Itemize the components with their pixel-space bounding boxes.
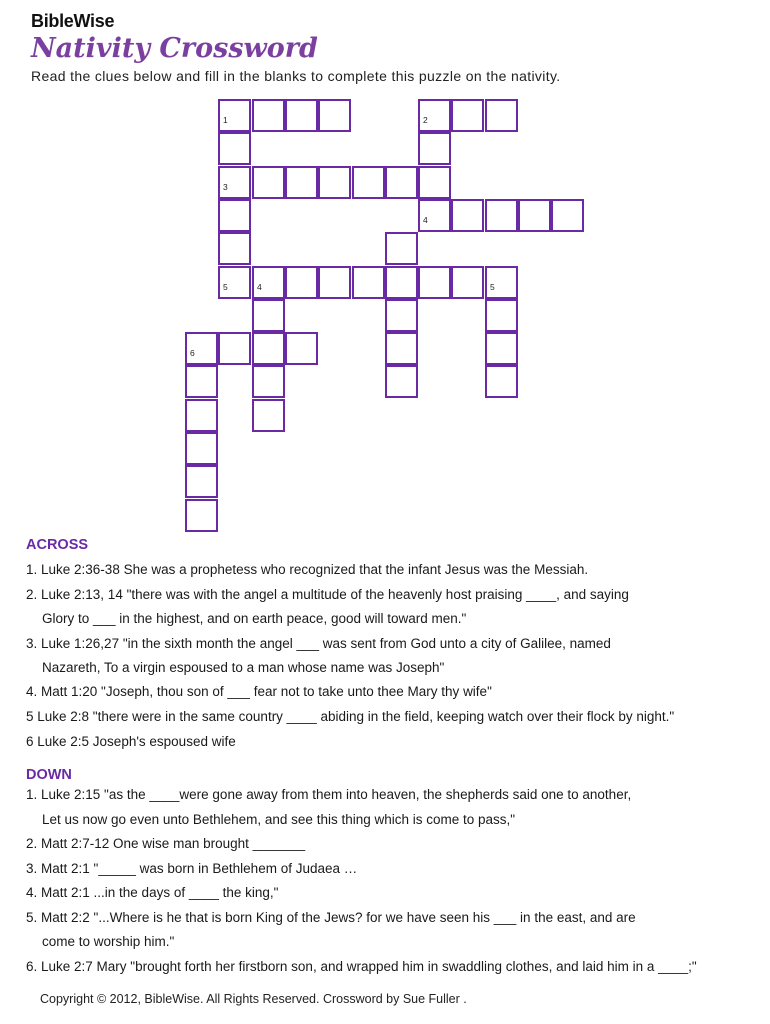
across-clue-1: 1. Luke 2:36-38 She was a prophetess who recognized that the infant Jesus was the Messiah.	[26, 562, 589, 577]
crossword-cell[interactable]	[352, 166, 385, 199]
crossword-cell[interactable]	[418, 166, 451, 199]
crossword-cell[interactable]	[285, 99, 318, 132]
crossword-cell[interactable]	[418, 199, 451, 232]
crossword-cell[interactable]	[218, 132, 251, 165]
clue-number: 6	[190, 348, 195, 358]
crossword-cell[interactable]	[451, 199, 484, 232]
across-clue-4: 4. Matt 1:20 "Joseph, thou son of ___ fear not to take unto thee Mary thy wife"	[26, 684, 492, 699]
crossword-cell[interactable]	[451, 266, 484, 299]
crossword-cell[interactable]	[485, 332, 518, 365]
crossword-cell[interactable]	[185, 365, 218, 398]
crossword-cell[interactable]	[418, 266, 451, 299]
crossword-cell[interactable]	[218, 166, 251, 199]
crossword-cell[interactable]	[218, 332, 251, 365]
crossword-cell[interactable]	[318, 266, 351, 299]
crossword-cell[interactable]	[451, 99, 484, 132]
clue-number: 3	[223, 182, 228, 192]
clue-number: 4	[257, 282, 262, 292]
crossword-cell[interactable]	[485, 199, 518, 232]
crossword-cell[interactable]	[485, 266, 518, 299]
crossword-cell[interactable]	[385, 166, 418, 199]
crossword-cell[interactable]	[252, 99, 285, 132]
crossword-cell[interactable]	[385, 266, 418, 299]
crossword-cell[interactable]	[418, 132, 451, 165]
crossword-cell[interactable]	[252, 332, 285, 365]
crossword-cell[interactable]	[185, 465, 218, 498]
crossword-cell[interactable]	[485, 299, 518, 332]
crossword-cell[interactable]	[252, 266, 285, 299]
down-clue-6: 6. Luke 2:7 Mary "brought forth her firstborn son, and wrapped him in swaddling clothes, and laid him in a ____;"	[26, 959, 697, 974]
clue-number: 2	[423, 115, 428, 125]
crossword-cell[interactable]	[218, 199, 251, 232]
clue-number: 5	[223, 282, 228, 292]
crossword-cell[interactable]	[485, 99, 518, 132]
clue-number: 4	[423, 215, 428, 225]
crossword-cell[interactable]	[551, 199, 584, 232]
down-clue-1: 1. Luke 2:15 "as the ____were gone away from them into heaven, the shepherds said one to another,	[26, 787, 632, 802]
crossword-cell[interactable]	[318, 99, 351, 132]
crossword-cell[interactable]	[518, 199, 551, 232]
crossword-cell[interactable]	[252, 299, 285, 332]
crossword-cell[interactable]	[285, 266, 318, 299]
down-clue-3: 3. Matt 2:1 "_____ was born in Bethlehem of Judaea …	[26, 861, 358, 876]
crossword-cell[interactable]	[385, 332, 418, 365]
brand-logo: BibleWise	[31, 11, 115, 31]
crossword-cell[interactable]	[252, 166, 285, 199]
clue-number: 5	[490, 282, 495, 292]
crossword-cell[interactable]	[285, 332, 318, 365]
down-clue-5: 5. Matt 2:2 "...Where is he that is born King of the Jews? for we have seen his ___ in the east, and are	[26, 910, 636, 925]
crossword-cell[interactable]	[218, 266, 251, 299]
crossword-cell[interactable]	[185, 499, 218, 532]
intro-text: Read the clues below and fill in the blanks to complete this puzzle on the nativity.	[31, 68, 561, 84]
crossword-cell[interactable]	[318, 166, 351, 199]
crossword-cell[interactable]	[385, 365, 418, 398]
clue-number: 1	[223, 115, 228, 125]
crossword-cell[interactable]	[218, 99, 251, 132]
down-clue-1-cont: Let us now go even unto Bethlehem, and see this thing which is come to pass,"	[42, 812, 516, 827]
across-clue-3-cont: Nazareth, To a virgin espoused to a man whose name was Joseph"	[42, 660, 445, 675]
crossword-cell[interactable]	[252, 365, 285, 398]
page-title: Nativity Crossword	[31, 33, 318, 64]
crossword-cell[interactable]	[385, 299, 418, 332]
crossword-cell[interactable]	[185, 332, 218, 365]
crossword-cell[interactable]	[218, 232, 251, 265]
crossword-cell[interactable]	[185, 432, 218, 465]
across-clue-2: 2. Luke 2:13, 14 "there was with the angel a multitude of the heavenly host praising ____, and saying	[26, 587, 629, 602]
across-heading: ACROSS	[26, 537, 89, 553]
crossword-cell[interactable]	[252, 399, 285, 432]
crossword-cell[interactable]	[485, 365, 518, 398]
crossword-cell[interactable]	[352, 266, 385, 299]
crossword-cell[interactable]	[418, 99, 451, 132]
crossword-cell[interactable]	[385, 232, 418, 265]
across-clue-5: 5 Luke 2:8 "there were in the same country ____ abiding in the field, keeping watch over their flock by night."	[26, 709, 675, 724]
copyright-notice: Copyright © 2012, BibleWise. All Rights Reserved. Crossword by Sue Fuller .	[40, 992, 467, 1006]
down-clue-5-cont: come to worship him."	[42, 934, 175, 949]
crossword-cell[interactable]	[185, 399, 218, 432]
down-clue-4: 4. Matt 2:1 ...in the days of ____ the king,"	[26, 885, 279, 900]
crossword-cell[interactable]	[285, 166, 318, 199]
down-heading: DOWN	[26, 767, 72, 783]
across-clue-6: 6 Luke 2:5 Joseph's espoused wife	[26, 734, 236, 749]
across-clue-2-cont: Glory to ___ in the highest, and on earth peace, good will toward men."	[42, 611, 467, 626]
down-clue-2: 2. Matt 2:7-12 One wise man brought _______	[26, 836, 306, 851]
across-clue-3: 3. Luke 1:26,27 "in the sixth month the angel ___ was sent from God unto a city of Galilee, named	[26, 636, 611, 651]
